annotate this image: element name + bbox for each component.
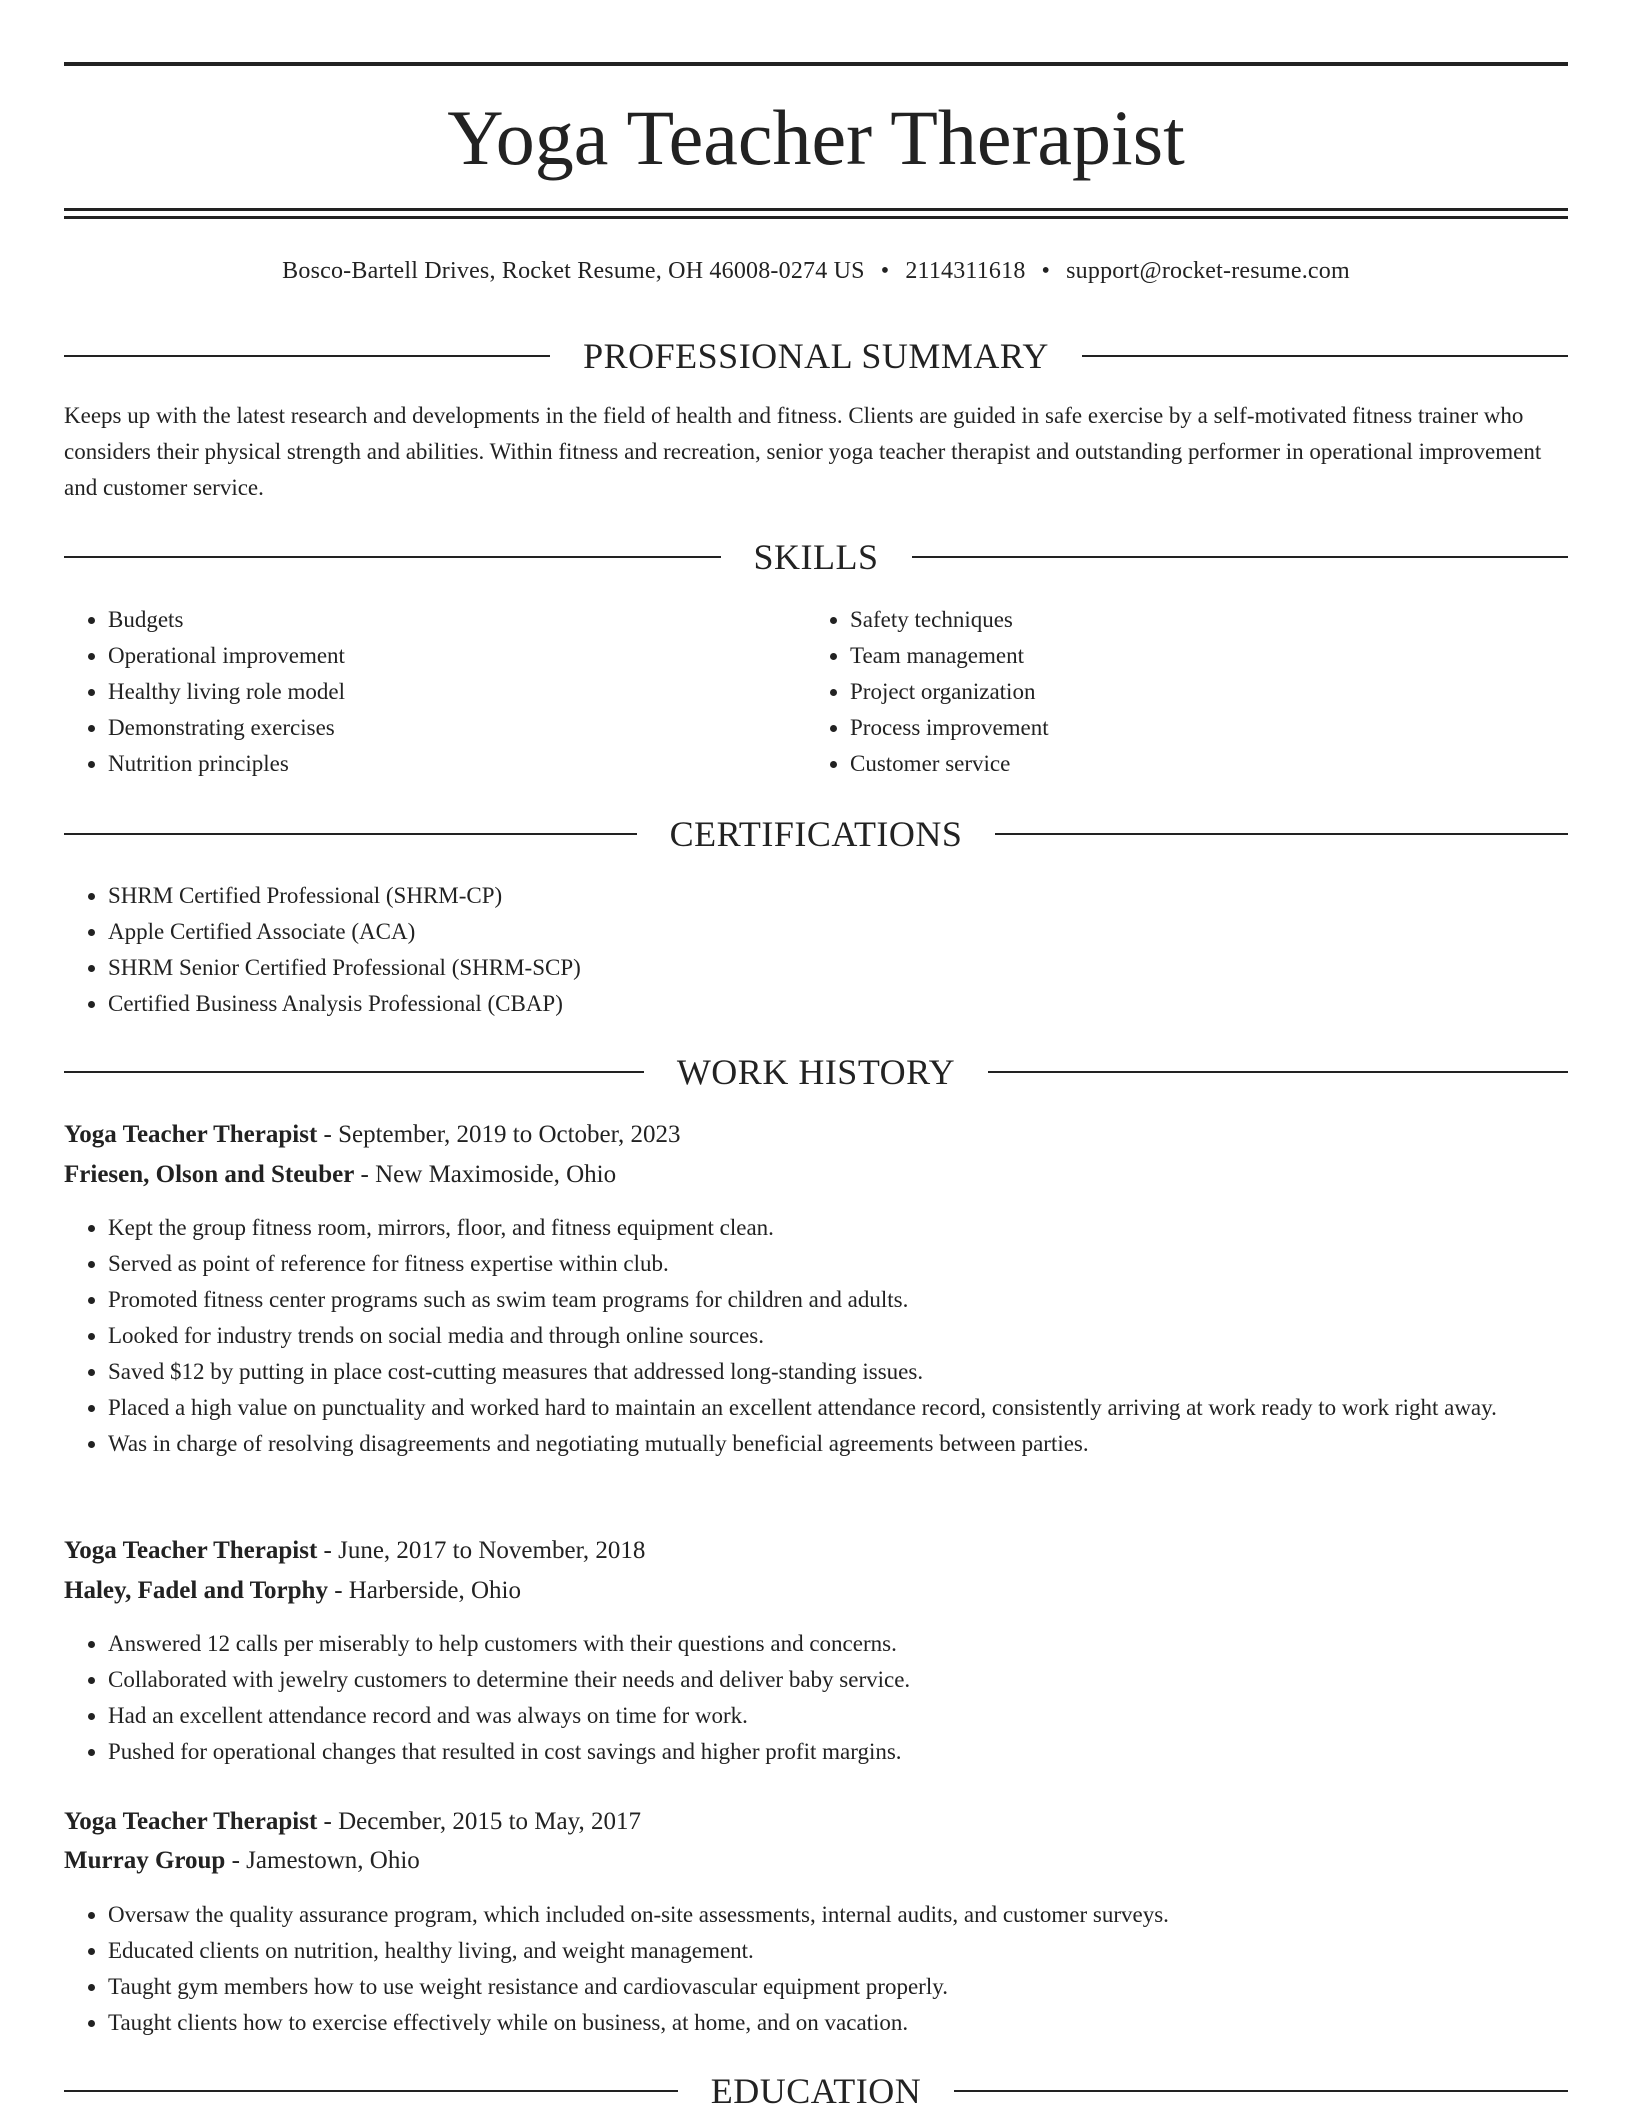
job-dates: - June, 2017 to November, 2018 [317,1537,646,1564]
job-dates: - December, 2015 to May, 2017 [317,1808,641,1835]
section-title: WORK HISTORY [676,1052,956,1092]
job-title: Yoga Teacher Therapist [64,1121,318,1148]
header-double-rule-upper [64,208,1568,211]
job-bullet: • Was in charge of resolving disagreements and negotiating mutually beneficial agreements between parties. [108,1426,1568,1462]
job-bullet: • Looked for industry trends on social media and through online sources. [108,1318,1568,1354]
job-title-line [64,1803,1568,1841]
job-bullet: • Oversaw the quality assurance program, which included on-site assessments, internal audits, and customer surveys. [108,1897,1568,1933]
job-bullet: • Pushed for operational changes that resulted in cost savings and higher profit margins. [108,1734,1568,1770]
job-location: - New Maximoside, Ohio [354,1161,617,1188]
skill-item: • Budgets [108,602,808,638]
skill-item: • Operational improvement [108,638,808,674]
skills-list-right [806,602,1550,782]
job-bullet: • Served as point of reference for fitness expertise within club. [108,1246,1568,1282]
section-rule-left [64,833,637,835]
section-title: CERTIFICATIONS [669,814,963,854]
header-top-rule [64,62,1568,66]
candidate-name: Yoga Teacher Therapist [447,94,1185,181]
job-dates: - September, 2019 to October, 2023 [317,1121,681,1148]
certification-item: • Certified Business Analysis Professional (CBAP) [108,986,1568,1022]
skills-list-left [64,602,808,782]
job-company-line [64,1156,1568,1194]
job-bullet: • Placed a high value on punctuality and worked hard to maintain an excellent attendance record, consistently arriving at work ready to work right away. [108,1390,1568,1426]
section-title: PROFESSIONAL SUMMARY [583,336,1049,376]
section-heading-work-history [64,1050,1568,1094]
job-company: Murray Group [64,1847,226,1874]
section-title: SKILLS [753,537,879,577]
job-title-line [64,1532,1568,1570]
job-bullet: • Answered 12 calls per miserably to help customers with their questions and concerns. [108,1626,1568,1662]
job-bullet: • Taught gym members how to use weight resistance and cardiovascular equipment properly. [108,1969,1568,2005]
job-bullets [64,1897,1568,2041]
job-bullets [64,1210,1568,1462]
skill-item: • Nutrition principles [108,746,808,782]
contact-separator: • [880,258,890,284]
job-title: Yoga Teacher Therapist [64,1808,318,1835]
job-bullet: • Kept the group fitness room, mirrors, floor, and fitness equipment clean. [108,1210,1568,1246]
contact-line [64,254,1568,288]
certification-item: • SHRM Certified Professional (SHRM-CP) [108,878,1568,914]
job-location: - Jamestown, Ohio [225,1847,420,1874]
job-title: Yoga Teacher Therapist [64,1537,318,1564]
skill-item: • Safety techniques [850,602,1550,638]
section-rule-right [912,556,1569,558]
section-title: EDUCATION [710,2071,922,2111]
section-rule-left [64,355,550,357]
header-double-rule-lower [64,216,1568,219]
job-company-line [64,1842,1568,1880]
section-rule-right [988,1071,1568,1073]
section-heading-summary [64,334,1568,378]
section-rule-right [995,833,1568,835]
job-location: - Harberside, Ohio [327,1577,521,1604]
job-bullet: • Collaborated with jewelry customers to determine their needs and deliver baby service. [108,1662,1568,1698]
job-bullet: • Taught clients how to exercise effectively while on business, at home, and on vacation. [108,2005,1568,2041]
skill-item: • Project organization [850,674,1550,710]
certification-item: • Apple Certified Associate (ACA) [108,914,1568,950]
job-bullets [64,1626,1568,1770]
job-bullet: • Educated clients on nutrition, healthy living, and weight management. [108,1933,1568,1969]
section-rule-right [954,2090,1568,2092]
contact-separator: • [1041,258,1051,284]
summary-text: Keeps up with the latest research and developments in the field of health and fitness. Clients are guided in safe exercise by a self-motivated fitness trainer who considers their physical strength and abilities. Within fitness and recreation, senior yoga teacher therapist and outstanding performer in operational improvement and customer service. [64,403,1542,500]
section-rule-left [64,2090,678,2092]
skill-item: • Team management [850,638,1550,674]
section-rule-right [1082,355,1568,357]
skill-item: • Demonstrating exercises [108,710,808,746]
job-bullet: • Promoted fitness center programs such as swim team programs for children and adults. [108,1282,1568,1318]
job-company: Friesen, Olson and Steuber [64,1161,355,1188]
skill-item: • Customer service [850,746,1550,782]
skill-item: • Process improvement [850,710,1550,746]
job-bullet: • Saved $12 by putting in place cost-cutting measures that addressed long-standing issues. [108,1354,1568,1390]
section-heading-education [64,2069,1568,2113]
certifications-list [64,878,1568,1022]
job-title-line [64,1116,1568,1154]
contact-phone: 2114311618 [905,258,1026,284]
job-company: Haley, Fadel and Torphy [64,1577,328,1604]
section-rule-left [64,1071,644,1073]
contact-address: Bosco-Bartell Drives, Rocket Resume, OH 46008-0274 US [282,258,865,284]
contact-email: support@rocket-resume.com [1066,258,1350,284]
section-heading-skills [64,535,1568,579]
section-heading-certifications [64,812,1568,856]
job-company-line [64,1572,1568,1610]
job-bullet: • Had an excellent attendance record and was always on time for work. [108,1698,1568,1734]
certification-item: • SHRM Senior Certified Professional (SHRM-SCP) [108,950,1568,986]
skill-item: • Healthy living role model [108,674,808,710]
section-rule-left [64,556,721,558]
